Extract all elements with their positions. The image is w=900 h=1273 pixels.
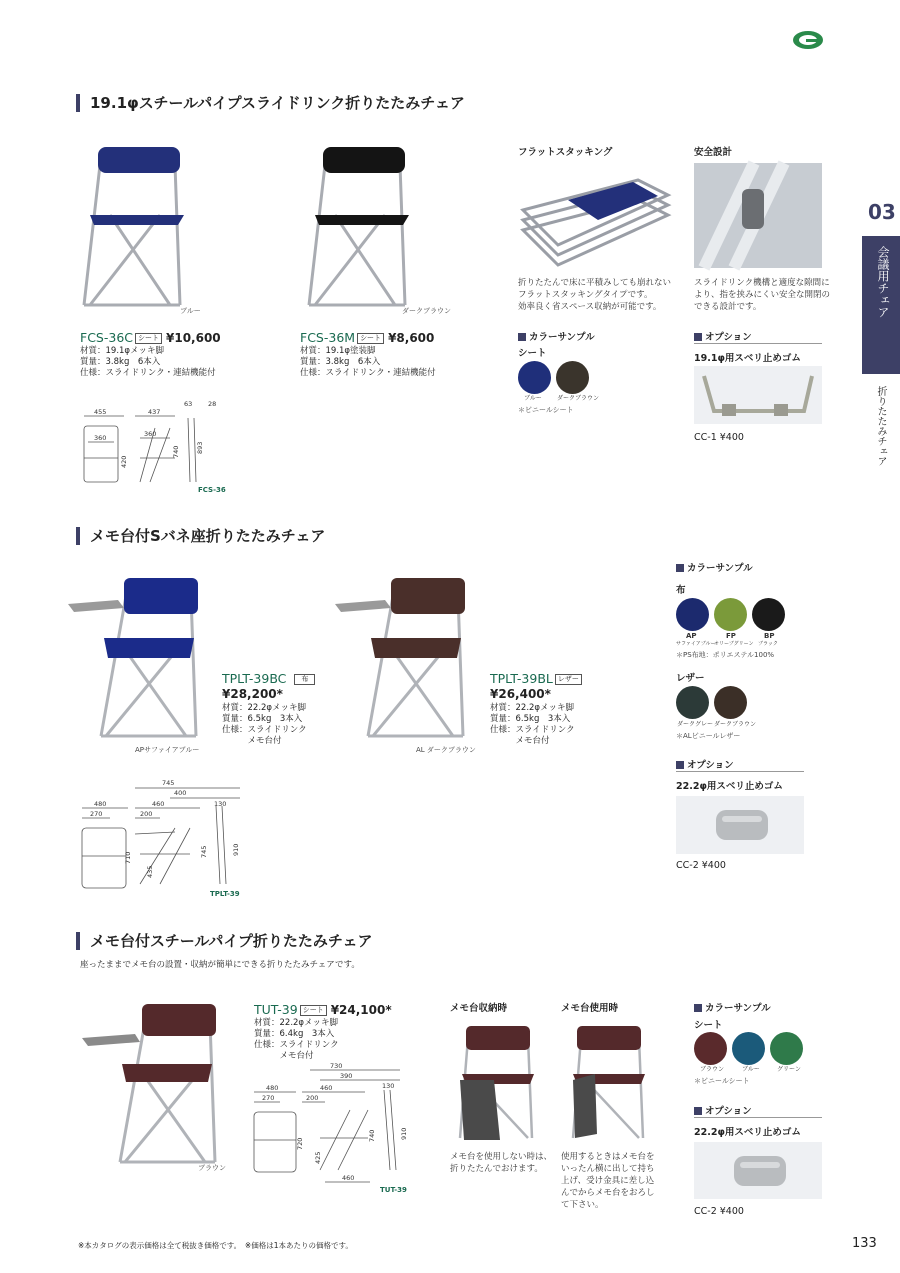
price-tplt39bc: ¥28,200*	[222, 687, 283, 701]
inuse-desc: 使用するときはメモ台を いったん横に出して持ち 上げ、受け金具に差し込 んでからメモ台をおろし て下さい。	[561, 1152, 655, 1210]
swatch-label: ダークブラウン	[714, 721, 757, 728]
dimension-drawing-tut39	[250, 1060, 415, 1195]
dim-h3: 745	[200, 845, 208, 858]
color-sample-title-3: カラーサンプル	[694, 1000, 771, 1014]
model-tplt39bl	[490, 671, 586, 686]
option-name-1: 19.1φ用スベリ止めゴム	[694, 353, 801, 364]
chair-photo-fcs36m	[305, 145, 415, 315]
dim-d1: 437	[148, 408, 161, 416]
option-name-2: 22.2φ用スベリ止めゴム	[676, 781, 783, 792]
caption-fcs36m: ダークブラウン	[402, 307, 451, 315]
safety-desc: スライドリンク機構と適度な隙間に より、指を挟みにくい安全な開閉の できる設計です。	[694, 278, 831, 312]
swatch-dark-brown[interactable]	[556, 361, 589, 394]
swatch-label: ブラック	[758, 641, 778, 647]
dim-label: FCS-36	[198, 486, 226, 494]
model-code: FCS-36M	[300, 330, 356, 345]
swatch-blue[interactable]	[518, 361, 551, 394]
safety-title: 安全設計	[694, 147, 733, 158]
swatch-green[interactable]	[770, 1032, 803, 1065]
model-tplt39bc	[222, 671, 319, 686]
chair-photo-tplt39bc	[66, 576, 206, 744]
color-note-3: ＊ビニールシート	[694, 1077, 750, 1085]
flat-stacking-photo	[518, 160, 673, 272]
swatch-code: BP	[764, 632, 775, 640]
dim-b: 400	[174, 789, 187, 797]
color-sample-title-1: カラーサンプル	[518, 329, 595, 343]
model-tut39	[254, 1002, 392, 1017]
section3-subtitle: 座ったままでメモ台の設置・収納が簡単にできる折りたたみチェアです。	[80, 960, 360, 970]
option-code-1: CC-1 ¥400	[694, 432, 744, 443]
swatch-label: オリーブグリーン	[714, 641, 754, 647]
brand-logo	[792, 30, 824, 50]
swatch-fp-olive-green[interactable]	[714, 598, 747, 631]
option-title-3: オプション	[694, 1103, 822, 1118]
side-tab-sub: 折りたたみチェア	[875, 386, 886, 466]
dim-h4: 910	[232, 843, 240, 856]
material-tag: 布	[294, 674, 315, 685]
caption-tplt39bl: AL ダークブラウン	[416, 746, 476, 754]
option-title-1: オプション	[694, 329, 822, 344]
safety-photo	[694, 163, 822, 268]
caption-tut39: ブラウン	[198, 1164, 226, 1172]
swatch-bp-black[interactable]	[752, 598, 785, 631]
stored-title: メモ台収納時	[450, 1003, 508, 1014]
dim-g: 130	[382, 1082, 395, 1090]
swatch-dark-brown[interactable]	[714, 686, 747, 719]
dim-f: 200	[140, 810, 153, 818]
chair-photo-tplt39bl	[333, 576, 473, 744]
inuse-title: メモ台使用時	[561, 1003, 619, 1014]
model-fcs36c	[80, 330, 221, 345]
spec-fcs36m: 材質：19.1φ塗装脚 質量：3.8kg 6本入 仕様：スライドリンク・連結機能付	[300, 346, 436, 378]
dim-b: 390	[340, 1072, 353, 1080]
swatch-code: AP	[686, 632, 697, 640]
caption-fcs36c: ブルー	[180, 307, 201, 315]
swatch-label: ブラウン	[700, 1066, 725, 1073]
swatch-label: ダークブラウン	[557, 395, 600, 402]
swatch-label: ブルー	[742, 1066, 760, 1073]
stored-desc: メモ台を使用しない時は、 折りたたんでおけます。	[450, 1152, 553, 1174]
side-tab-number: 03	[868, 200, 896, 224]
chair-photo-tut39	[80, 1002, 225, 1170]
dim-h4: 910	[400, 1127, 408, 1140]
page-number: 133	[852, 1236, 877, 1251]
section1-title: 19.1φスチールパイプスライドリンク折りたたみチェア	[76, 94, 465, 112]
color-sample-sub-fabric: 布	[676, 585, 686, 596]
dim-a: 745	[162, 779, 175, 787]
color-note-leather: ＊ALビニールレザー	[676, 732, 741, 740]
dim-w1: 455	[94, 408, 107, 416]
option-title-2: オプション	[676, 757, 804, 772]
dim-h1: 420	[120, 455, 128, 468]
section3-title: メモ台付スチールパイプ折りたたみチェア	[76, 932, 372, 950]
swatch-label: ダークグレー	[677, 721, 714, 728]
dimension-drawing-fcs36	[80, 398, 230, 496]
dim-a: 730	[330, 1062, 343, 1070]
dim-label: TUT-39	[380, 1186, 407, 1194]
price: ¥10,600	[166, 331, 221, 345]
dim-e: 460	[152, 800, 165, 808]
caption-tplt39bc: APサファイアブルー	[135, 746, 200, 754]
dim-h1: 710	[124, 851, 132, 864]
dimension-drawing-tplt39	[80, 776, 250, 901]
material-tag: シート	[135, 333, 162, 344]
dim-h3: 740	[368, 1129, 376, 1142]
color-sample-sub-3: シート	[694, 1020, 723, 1031]
dim-h1: 720	[296, 1137, 304, 1150]
option-code-2: CC-2 ¥400	[676, 860, 726, 871]
dim-t2: 28	[208, 400, 217, 408]
dim-d2: 360	[144, 430, 157, 438]
chair-photo-fcs36c	[80, 145, 190, 315]
dim-h2: 435	[146, 865, 154, 878]
section2-title: メモ台付Sバネ座折りたたみチェア	[76, 527, 325, 545]
material-tag: シート	[300, 1005, 327, 1016]
color-sample-sub-leather: レザー	[676, 673, 705, 684]
price: ¥24,100*	[330, 1003, 392, 1017]
swatch-label: グリーン	[777, 1066, 801, 1073]
dim-f: 200	[306, 1094, 319, 1102]
dim-d: 270	[90, 810, 103, 818]
dim-h2: 740	[172, 445, 180, 458]
spec-tplt39bl: 材質：22.2φメッキ脚 質量：6.5kg 3本入 仕様：スライドリンク メモ台付	[490, 703, 575, 746]
option-photo-cc2	[676, 796, 804, 854]
color-note-1: ＊ビニールシート	[518, 406, 574, 414]
material-tag: シート	[357, 333, 384, 344]
material-tag: レザー	[555, 674, 582, 685]
model-fcs36m	[300, 330, 434, 345]
option-photo-cc1	[694, 366, 822, 424]
dim-h3: 893	[196, 441, 204, 454]
dim-c: 480	[266, 1084, 279, 1092]
dim-h2: 425	[314, 1151, 322, 1164]
model-code: TPLT-39BC	[222, 671, 287, 686]
option-code-3: CC-2 ¥400	[694, 1206, 744, 1217]
footer-note: ※本カタログの表示価格は全て税抜き価格です。 ※価格は1本あたりの価格です。	[78, 1241, 353, 1250]
swatch-label: ブルー	[524, 395, 542, 402]
model-code: TUT-39	[254, 1002, 298, 1017]
color-note-fabric: ＊PS布地：ポリエステル100%	[676, 651, 775, 659]
swatch-code: FP	[726, 632, 736, 640]
dim-t1: 63	[184, 400, 193, 408]
price: ¥8,600	[388, 331, 435, 345]
swatch-brown[interactable]	[694, 1032, 727, 1065]
model-code: FCS-36C	[80, 330, 133, 345]
option-photo-cc2-b	[694, 1142, 822, 1199]
swatch-label: サファイアブルー	[676, 641, 716, 647]
color-sample-title-2: カラーサンプル	[676, 560, 753, 574]
swatch-dark-gray[interactable]	[676, 686, 709, 719]
dim-c: 480	[94, 800, 107, 808]
spec-tplt39bc: 材質：22.2φメッキ脚 質量：6.5kg 3本入 仕様：スライドリンク メモ台付	[222, 703, 307, 746]
dim-w: 460	[342, 1174, 355, 1182]
swatch-blue[interactable]	[732, 1032, 765, 1065]
flat-stacking-desc: 折りたたんで床に平積みしても崩れない フラットスタッキングタイプです。 効率良く省スペース収納が可能です。	[518, 278, 672, 312]
dim-g: 130	[214, 800, 227, 808]
dim-e: 460	[320, 1084, 333, 1092]
color-sample-sub-1: シート	[518, 348, 547, 359]
spec-fcs36c: 材質：19.1φメッキ脚 質量：3.8kg 6本入 仕様：スライドリンク・連結機能付	[80, 346, 216, 378]
inuse-photo	[561, 1018, 651, 1146]
price-tplt39bl: ¥26,400*	[490, 687, 551, 701]
dim-w2: 360	[94, 434, 107, 442]
stored-photo	[450, 1018, 540, 1146]
spec-tut39: 材質：22.2φメッキ脚 質量：6.4kg 3本入 仕様：スライドリンク メモ台付	[254, 1018, 339, 1061]
dim-d: 270	[262, 1094, 275, 1102]
flat-stacking-title: フラットスタッキング	[518, 147, 613, 158]
option-name-3: 22.2φ用スベリ止めゴム	[694, 1127, 801, 1138]
side-tab-category[interactable]: 会議用チェア	[862, 236, 900, 374]
swatch-ap-sapphire-blue[interactable]	[676, 598, 709, 631]
dim-label: TPLT-39	[210, 890, 240, 898]
model-code: TPLT-39BL	[490, 671, 553, 686]
